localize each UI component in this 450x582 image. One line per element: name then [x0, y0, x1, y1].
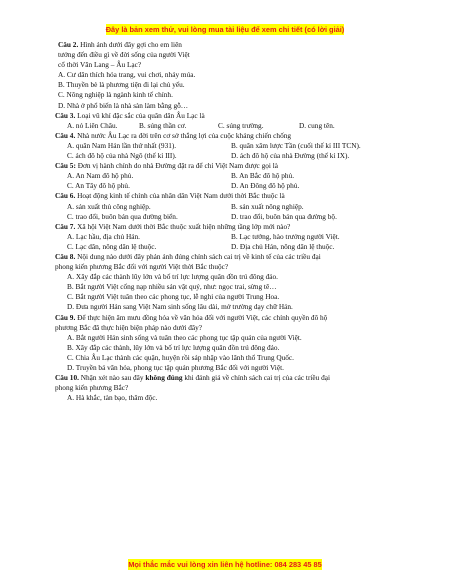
question-10-text-bold: không đúng	[145, 373, 183, 383]
question-9-option-d: D. Truyền bá văn hóa, phong tục tập quán phương Bắc đối với người Việt.	[67, 363, 284, 372]
question-7-option-d: D. Địa chủ Hán, nông dân lệ thuộc.	[231, 241, 335, 251]
hotline-text: Mọi thắc mắc vui lòng xin liên hệ hotline: 084 283 45 85	[128, 560, 322, 569]
question-5-options-row-2	[55, 181, 408, 191]
question-2-option-d: D. Nhà ở phổ biến là nhà sàn làm bằng gỗ…	[58, 100, 189, 110]
question-3-option-d: D. cung tên.	[299, 120, 335, 130]
question-10-label: Câu 10.	[55, 373, 79, 383]
question-list	[55, 40, 408, 403]
question-2-option-b: B. Thuyền bè là phương tiện đi lại chủ yếu.	[58, 80, 185, 90]
question-4-text: Nhà nước Âu Lạc ra đời trên cơ sở thắng lợi của cuộc kháng chiến chống	[77, 130, 292, 140]
question-6-option-a: A. sản xuất thủ công nghiệp.	[67, 201, 151, 211]
question-5-text: Đơn vị hành chính do nhà Đường đặt ra để chỉ Việt Nam được gọi là	[77, 161, 278, 171]
question-9-label: Câu 9.	[55, 312, 76, 322]
question-5-option-a: A. An Nam đô hộ phủ.	[67, 171, 134, 181]
question-10-text-line-2: phong kiến phương Bắc?	[55, 383, 129, 393]
question-9-option-a: A. Bắt người Hán sinh sống và tuân theo các phong tục tập quán của người Việt.	[67, 332, 302, 342]
question-2-label: Câu 2.	[58, 40, 79, 49]
question-2-text-line-3: cổ thời Văn Lang – Âu Lạc?	[58, 60, 142, 70]
question-10-option-a: A. Hà khắc, tàn bạo, thâm độc.	[67, 393, 158, 403]
question-6-option-b: B. sản xuất nông nghiệp.	[231, 201, 304, 211]
hotline-banner	[0, 560, 450, 569]
preview-notice-banner	[0, 25, 450, 34]
question-6-label: Câu 6.	[55, 191, 76, 201]
question-7-option-a: A. Lạc hầu, địa chủ Hán.	[67, 231, 140, 241]
question-6-options-row-2	[55, 212, 408, 222]
question-3-option-a: A. nỏ Liên Châu.	[67, 120, 118, 130]
preview-notice-text: Đây là bản xem thử, vui lòng mua tài liệu để xem chi tiết (có lời giải)	[105, 25, 345, 34]
question-5-options-row-1	[55, 171, 408, 181]
question-5	[55, 161, 408, 171]
question-8-option-d: D. Đưa người Hán sang Việt Nam sinh sống lâu dài, mở trường dạy chữ Hán.	[67, 302, 293, 312]
question-2-text-line-2: tưởng đến điều gì về đời sống của người Việt	[58, 50, 190, 60]
question-8	[55, 252, 408, 262]
question-2	[55, 40, 408, 111]
question-8-option-b: B. Bắt người Việt cống nạp nhiều sản vật quý, như: ngọc trai, sừng tê…	[67, 282, 277, 292]
question-9-option-b: B. Xây đắp các thành, lũy lớn và bố trí lực lượng quân đồn trú đông đảo.	[67, 342, 280, 352]
question-4-option-a: A. quân Nam Hán lần thứ nhất (931).	[67, 140, 177, 150]
question-7-options-row-2	[55, 242, 408, 252]
question-7-option-b: B. Lạc tướng, hào trưởng người Việt.	[231, 231, 340, 241]
question-5-option-d: D. An Đông đô hộ phủ.	[231, 181, 300, 191]
question-7-label: Câu 7.	[55, 221, 76, 231]
question-9-text-line-2: phương Bắc đã thực hiện biện pháp nào dưới đây?	[55, 322, 203, 332]
question-3-label: Câu 3.	[55, 110, 76, 120]
question-5-label: Câu 5:	[55, 161, 76, 171]
question-10-text-pre: Nhận xét nào sau đây	[80, 373, 144, 383]
question-3-option-b: B. súng thần cơ.	[139, 120, 187, 130]
question-3-options	[55, 121, 408, 131]
question-4-option-b: B. quân xâm lược Tần (cuối thế kỉ III TCN).	[231, 140, 361, 150]
question-7-options-row-1	[55, 232, 408, 242]
question-8-option-c: C. Bắt người Việt tuân theo các phong tục, lễ nghi của người Trung Hoa.	[67, 292, 280, 302]
question-9	[55, 313, 408, 323]
question-9-option-c: C. Chia Âu Lạc thành các quận, huyện rồi sáp nhập vào lãnh thổ Trung Quốc.	[67, 352, 294, 362]
question-5-option-c: C. An Tây đô hộ phủ.	[67, 181, 130, 191]
question-6-text: Hoạt động kinh tế chính của nhân dân Việt Nam dưới thời Bắc thuộc là	[77, 191, 285, 201]
question-8-text-line-1: Nội dung nào dưới đây phản ánh đúng chính sách cai trị về kinh tế của các triều đại	[77, 251, 321, 261]
question-4-option-c: C. ách đô hộ của nhà Ngô (thế kỉ III).	[67, 151, 177, 161]
question-8-text-line-2: phong kiến phương Bắc đối với người Việt thời Bắc thuộc?	[55, 262, 229, 272]
question-3-option-c: C. súng trường.	[218, 120, 264, 130]
question-4-label: Câu 4.	[55, 130, 76, 140]
question-3-text: Loại vũ khí đặc sắc của quân dân Âu Lạc là	[77, 110, 205, 120]
question-4-option-d: D. ách đô hộ của nhà Đường (thế kỉ IX).	[231, 151, 350, 161]
question-6-option-c: C. trao đổi, buôn bán qua đường biển.	[67, 211, 178, 221]
question-7-option-c: C. Lạc dân, nông dân lệ thuộc.	[67, 241, 157, 251]
question-10	[55, 373, 408, 383]
question-7	[55, 222, 408, 232]
question-7-text: Xã hội Việt Nam dưới thời Bắc thuộc xuất hiện những tầng lớp mới nào?	[77, 221, 291, 231]
question-9-text-line-1: Để thực hiện âm mưu đồng hóa về văn hóa đối với người Việt, các chính quyền đô hộ	[77, 312, 328, 322]
question-8-option-a: A. Xây đắp các thành lũy lớn và bố trí lực lượng quân đồn trú đông đảo.	[67, 272, 278, 282]
question-6-option-d: D. trao đổi, buôn bán qua đường bộ.	[231, 211, 337, 221]
question-3	[55, 111, 408, 121]
question-8-label: Câu 8.	[55, 251, 76, 261]
question-4	[55, 131, 408, 141]
question-5-option-b: B. An Bắc đô hộ phủ.	[231, 171, 295, 181]
question-10-text-post: khi đánh giá về chính sách cai trị của các triều đại	[184, 373, 331, 383]
question-4-options-row-1	[55, 141, 408, 151]
question-2-text-line-1: Hình ảnh dưới đây gợi cho em liên	[80, 40, 182, 49]
question-6-options-row-1	[55, 202, 408, 212]
question-2-option-a: A. Cư dân thích hóa trang, vui chơi, nhảy múa.	[58, 70, 196, 80]
question-2-option-c: C. Nông nghiệp là ngành kinh tế chính.	[58, 90, 173, 100]
question-4-options-row-2	[55, 151, 408, 161]
question-6	[55, 191, 408, 201]
